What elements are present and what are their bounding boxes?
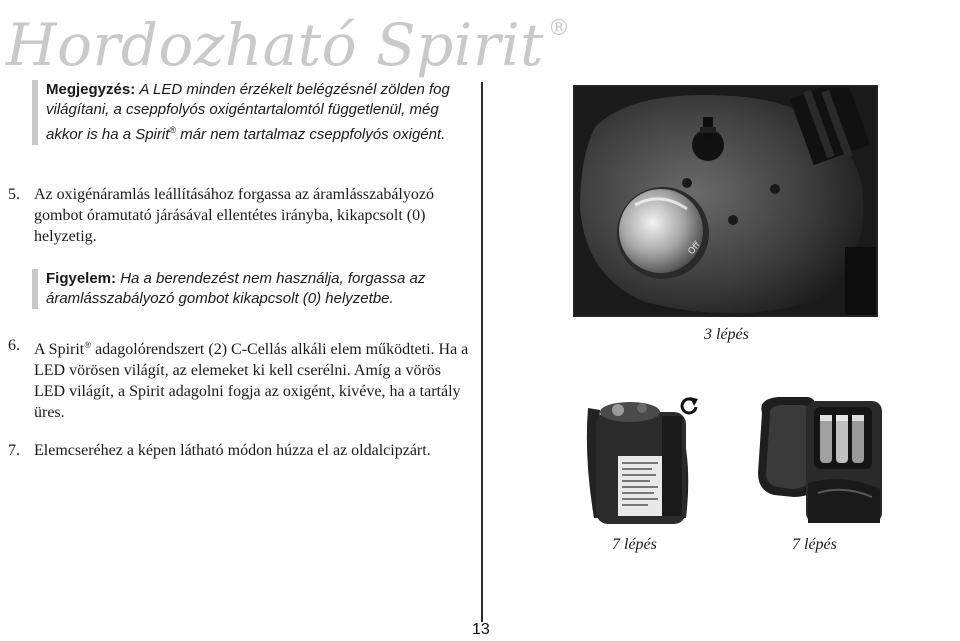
step-6-number: 6. [8,337,20,354]
note-label: Megjegyzés: [46,81,136,98]
step-5-text: Az oxigénáramlás leállításához forgassa az áramlásszabályozó gombot óramutató járásával ellentétes irányba, kikapcsolt (0) helyzetig. [34,186,434,245]
caption-step-3: 3 lépés [704,326,749,343]
step-5-number: 5. [8,186,20,203]
photo-flow-knob [573,85,878,317]
page-title: Hordozható Spirit ® [6,11,571,79]
column-divider [481,82,483,622]
warning-text: Ha a berendezést nem használja, forgassa az áramlásszabályozó gombot kikapcsolt (0) helyzetbe. [46,270,426,307]
registered-mark: ® [547,16,571,41]
step-6 [8,335,474,423]
warning-callout [32,269,476,309]
note-text: A LED minden érzékelt belégzésnél zölden fog világítani, a cseppfolyós oxigéntartalomtól függetlenül, még akkor is ha a Spirit® már nem tartalmaz cseppfolyós oxigént. [46,81,450,143]
caption-step-7-left: 7 lépés [612,536,657,553]
photo-battery-compartment [748,393,882,523]
note-callout [32,80,476,145]
step-5 [8,184,454,247]
knob-off-label: Off [686,240,703,257]
rotate-arrow-icon [678,395,700,417]
device-top-illustration [575,87,876,315]
page-number: 13 [472,621,490,638]
step-7-text: Elemcseréhez a képen látható módon húzza el az oldalcipzárt. [34,442,431,459]
step-6-text: A Spirit® adagolórendszert (2) C-Cellás alkáli elem működteti. Ha a LED vörösen világít, az elemeket ki kell cserélni. Amíg a vörös LED világít, a Spirit adagolni fogja az oxigént, kivéve, ha a tartály üres. [34,340,469,421]
warning-label: Figyelem: [46,270,117,287]
step-7 [8,440,454,461]
battery-compartment-illustration [748,393,882,523]
step-7-number: 7. [8,442,20,459]
caption-step-7-right: 7 lépés [792,536,837,553]
